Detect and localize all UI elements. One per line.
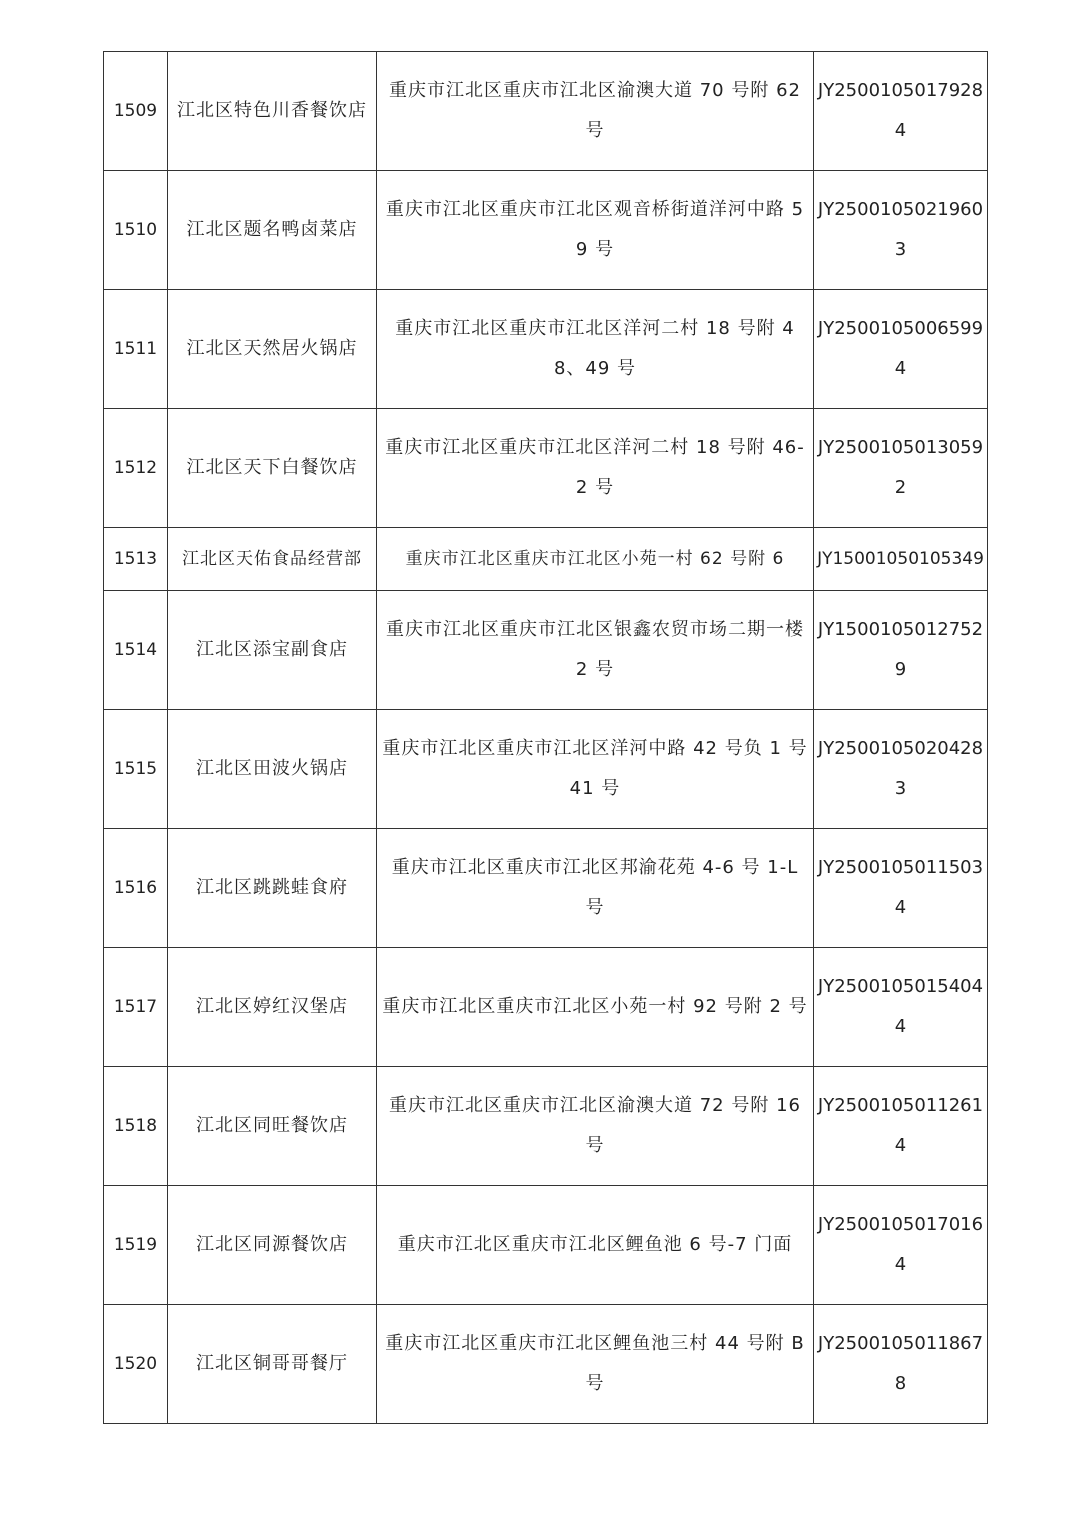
business-address: 重庆市江北区重庆市江北区邦渝花苑 4-6 号 1-L 号	[377, 829, 814, 948]
business-address: 重庆市江北区重庆市江北区鲤鱼池 6 号-7 门面	[377, 1186, 814, 1305]
business-address: 重庆市江北区重庆市江北区鲤鱼池三村 44 号附 B 号	[377, 1305, 814, 1424]
business-name: 江北区田波火锅店	[168, 710, 377, 829]
table-row	[104, 829, 988, 948]
business-name: 江北区婷红汉堡店	[168, 948, 377, 1067]
business-address: 重庆市江北区重庆市江北区渝澳大道 72 号附 16 号	[377, 1067, 814, 1186]
table-row	[104, 409, 988, 528]
table-row	[104, 1067, 988, 1186]
license-number: JY25001050115034	[814, 829, 988, 948]
license-number: JY25001050130592	[814, 409, 988, 528]
license-number: JY15001050105349	[814, 528, 988, 591]
business-name: 江北区同旺餐饮店	[168, 1067, 377, 1186]
business-name: 江北区天然居火锅店	[168, 290, 377, 409]
license-number: JY25001050204283	[814, 710, 988, 829]
business-name: 江北区题名鸭卤菜店	[168, 171, 377, 290]
row-number: 1517	[104, 948, 168, 1067]
table-row	[104, 710, 988, 829]
table-row	[104, 1186, 988, 1305]
row-number: 1511	[104, 290, 168, 409]
row-number: 1516	[104, 829, 168, 948]
row-number: 1513	[104, 528, 168, 591]
license-number: JY15001050127529	[814, 591, 988, 710]
license-number: JY25001050118678	[814, 1305, 988, 1424]
table-row	[104, 171, 988, 290]
business-address: 重庆市江北区重庆市江北区洋河中路 42 号负 1 号 41 号	[377, 710, 814, 829]
business-address: 重庆市江北区重庆市江北区小苑一村 92 号附 2 号	[377, 948, 814, 1067]
business-name: 江北区跳跳蛙食府	[168, 829, 377, 948]
business-address: 重庆市江北区重庆市江北区银鑫农贸市场二期一楼 2 号	[377, 591, 814, 710]
row-number: 1509	[104, 52, 168, 171]
table-row	[104, 948, 988, 1067]
license-number: JY25001050112614	[814, 1067, 988, 1186]
business-address: 重庆市江北区重庆市江北区观音桥街道洋河中路 59 号	[377, 171, 814, 290]
business-address: 重庆市江北区重庆市江北区洋河二村 18 号附 46-2 号	[377, 409, 814, 528]
license-number: JY25001050179284	[814, 52, 988, 171]
row-number: 1510	[104, 171, 168, 290]
row-number: 1519	[104, 1186, 168, 1305]
business-name: 江北区天下白餐饮店	[168, 409, 377, 528]
license-number: JY25001050154044	[814, 948, 988, 1067]
table-row	[104, 591, 988, 710]
license-number: JY25001050219603	[814, 171, 988, 290]
business-address: 重庆市江北区重庆市江北区渝澳大道 70 号附 62 号	[377, 52, 814, 171]
business-license-table	[103, 51, 988, 1424]
row-number: 1512	[104, 409, 168, 528]
table-row	[104, 52, 988, 171]
business-address: 重庆市江北区重庆市江北区洋河二村 18 号附 48、49 号	[377, 290, 814, 409]
business-name: 江北区添宝副食店	[168, 591, 377, 710]
table-row	[104, 1305, 988, 1424]
license-number: JY25001050170164	[814, 1186, 988, 1305]
business-name: 江北区同源餐饮店	[168, 1186, 377, 1305]
business-address: 重庆市江北区重庆市江北区小苑一村 62 号附 6	[377, 528, 814, 591]
business-name: 江北区特色川香餐饮店	[168, 52, 377, 171]
license-number: JY25001050065994	[814, 290, 988, 409]
row-number: 1514	[104, 591, 168, 710]
row-number: 1520	[104, 1305, 168, 1424]
business-name: 江北区天佑食品经营部	[168, 528, 377, 591]
table-row	[104, 290, 988, 409]
row-number: 1515	[104, 710, 168, 829]
row-number: 1518	[104, 1067, 168, 1186]
business-name: 江北区铜哥哥餐厅	[168, 1305, 377, 1424]
table-row	[104, 528, 988, 591]
